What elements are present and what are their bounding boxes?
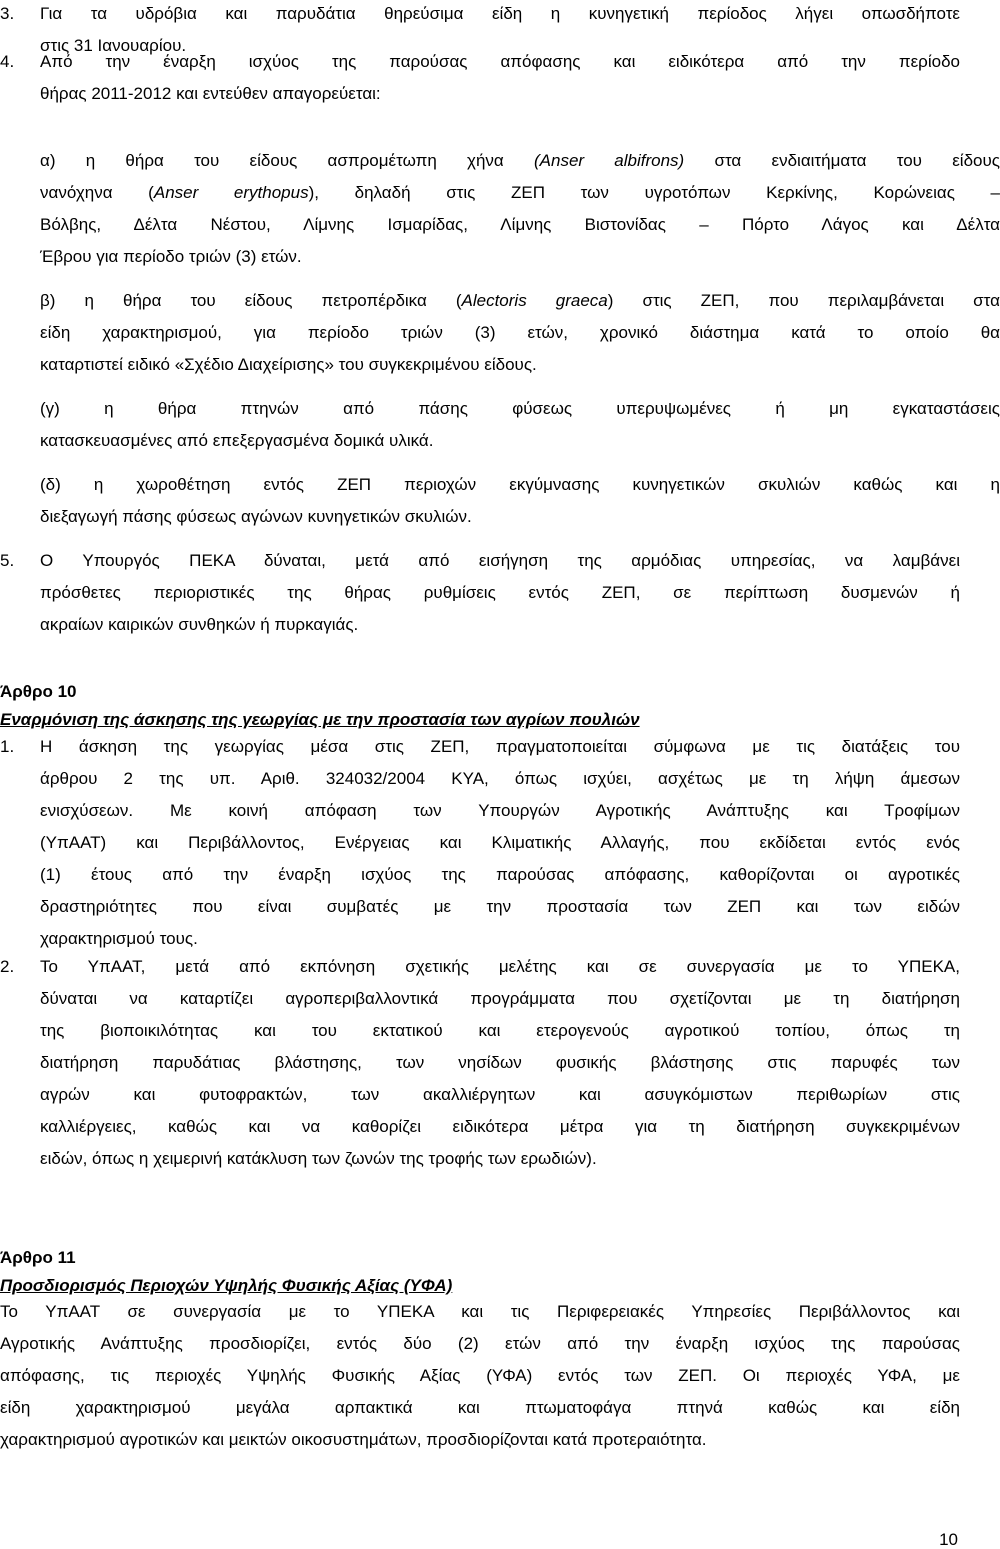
species-name: Alectoris graeca — [461, 291, 608, 310]
species-name: (Anser albifrons) — [533, 151, 685, 170]
item-number: 3. — [0, 4, 15, 23]
text-line: άρθρου 2 της υπ. Αριθ. 324032/2004 ΚΥΑ, όπως ισχύει, ασχέτως με τη λήψη άμεσων — [40, 769, 960, 788]
text-line: καταρτιστεί ειδικό «Σχέδιο Διαχείρισης» του συγκεκριμένου είδους. — [40, 355, 537, 374]
text-line: 5. Ο Υπουργός ΠΕΚΑ δύναται, μετά από εισήγηση της αρμόδιας υπηρεσίας, να λαμβάνει — [0, 545, 960, 577]
paragraph-item-5 — [0, 545, 960, 641]
article-10 — [0, 678, 960, 734]
article-heading: Άρθρο 10 — [0, 682, 77, 701]
species-name: Anser erythopus — [153, 183, 309, 202]
item-number: 1. — [0, 737, 15, 756]
text-line: δραστηριότητες που είναι συμβατές με την προστασία των ΖΕΠ και των ειδών — [40, 897, 960, 916]
text-line: απόφασης, τις περιοχές Υψηλής Φυσικής Αξίας (ΥΦΑ) εντός των ΖΕΠ. Οι περιοχές ΥΦΑ, με — [0, 1366, 960, 1385]
text-line: Το ΥπΑΑΤ σε συνεργασία με το ΥΠΕΚΑ και τις Περιφερειακές Υπηρεσίες Περιβάλλοντος και — [0, 1302, 960, 1321]
text-line: 3. Για τα υδρόβια και παρυδάτια θηρεύσιμα είδη η κυνηγετική περίοδος λήγει οπωσδήποτε — [0, 0, 960, 30]
page-number: 10 — [939, 1530, 958, 1549]
text-line: είδη χαρακτηρισμού, για περίοδο τριών (3) ετών, χρονικό διάστημα κατά το οποίο θα — [40, 323, 1000, 342]
text-line: ενισχύσεων. Με κοινή απόφαση των Υπουργών Αγροτικής Ανάπτυξης και Τροφίμων — [40, 801, 960, 820]
item-number: 5. — [0, 551, 15, 570]
article-10-paragraph-1 — [0, 731, 960, 955]
article-subheading: Προσδιορισμός Περιοχών Υψηλής Φυσικής Αξίας (ΥΦΑ) — [0, 1276, 453, 1295]
item-number: 4. — [0, 52, 15, 71]
text-line: 1. Η άσκηση της γεωργίας μέσα στις ΖΕΠ, πραγματοποιείται σύμφωνα με τις διατάξεις του — [0, 731, 960, 763]
subparagraph-b — [0, 285, 1000, 381]
article-11-body — [0, 1296, 960, 1456]
text-line: χαρακτηρισμού τους. — [40, 929, 198, 948]
text-line: (γ) η θήρα πτηνών από πάσης φύσεως υπερυψωμένες ή μη εγκαταστάσεις — [40, 399, 1000, 418]
text-line: της βιοποικιλότητας και του εκτατικού και ετερογενούς αγροτικού τοπίου, όπως τη — [40, 1021, 960, 1040]
text-line: Αγροτικής Ανάπτυξης προσδιορίζει, εντός δύο (2) ετών από την έναρξη ισχύος της παρούσας — [0, 1334, 960, 1353]
text-line: Βόλβης, Δέλτα Νέστου, Λίμνης Ισμαρίδας, Λίμνης Βιστονίδας – Πόρτο Λάγος και Δέλτα — [40, 215, 1000, 234]
text-line: διατήρηση παρυδάτιας βλάστησης, των νησίδων φυσικής βλάστησης στις παρυφές των — [40, 1053, 960, 1072]
article-10-paragraph-2 — [0, 951, 960, 1175]
article-11 — [0, 1244, 960, 1300]
text-line: (δ) η χωροθέτηση εντός ΖΕΠ περιοχών εκγύμνασης κυνηγετικών σκυλιών καθώς και η — [40, 475, 1000, 494]
text-line: (ΥπΑΑΤ) και Περιβάλλοντος, Ενέργειας και Κλιματικής Αλλαγής, που εκδίδεται εντός ενός — [40, 833, 960, 852]
text-line: ειδών, όπως η χειμερινή κατάκλυση των ζωνών της τροφής των ερωδιών). — [40, 1149, 597, 1168]
text-line: χαρακτηρισμού αγροτικών και μεικτών οικοσυστημάτων, προσδιορίζονται κατά προτεραιότητα. — [0, 1430, 707, 1449]
text-line: πρόσθετες περιοριστικές της θήρας ρυθμίσεις εντός ΖΕΠ, σε περίπτωση δυσμενών ή — [40, 583, 960, 602]
text-line: 4. Από την έναρξη ισχύος της παρούσας απόφασης και ειδικότερα από την περίοδο — [0, 46, 960, 78]
text-line: α) η θήρα του είδους ασπρομέτωπη χήνα (Anser albifrons) στα ενδιαιτήματα του είδους — [40, 151, 1000, 170]
text-line: διεξαγωγή πάσης φύσεως αγώνων κυνηγετικών σκυλιών. — [40, 507, 472, 526]
text-line: Έβρου για περίοδο τριών (3) ετών. — [40, 247, 302, 266]
paragraph-item-4 — [0, 46, 960, 110]
text-line: ακραίων καιρικών συνθηκών ή πυρκαγιάς. — [40, 615, 359, 634]
text-line: αγρών και φυτοφρακτών, των ακαλλιέργητων και ασυγκόμιστων περιθωρίων στις — [40, 1085, 960, 1104]
subparagraph-c — [0, 393, 1000, 457]
subparagraph-d — [0, 469, 1000, 533]
text-line: β) η θήρα του είδους πετροπέρδικα (Alectoris graeca) στις ΖΕΠ, που περιλαμβάνεται στα — [40, 291, 1000, 310]
text-line: είδη χαρακτηρισμού μεγάλα αρπακτικά και πτωματοφάγα πτηνά καθώς και είδη — [0, 1398, 960, 1417]
text-line: στις 31 Ιανουαρίου. — [40, 36, 187, 55]
subparagraph-a — [0, 145, 1000, 273]
text-line: νανόχηνα (Anser erythopus), δηλαδή στις ΖΕΠ των υγροτόπων Κερκίνης, Κορώνειας – — [40, 183, 1000, 202]
item-number: 2. — [0, 957, 15, 976]
article-subheading: Εναρμόνιση της άσκησης της γεωργίας με την προστασία των αγρίων πουλιών — [0, 710, 640, 729]
text-line: 2. Το ΥπΑΑΤ, μετά από εκπόνηση σχετικής μελέτης και σε συνεργασία με το ΥΠΕΚΑ, — [0, 951, 960, 983]
text-line: καλλιέργειες, καθώς και να καθορίζει ειδικότερα μέτρα για τη διατήρηση συγκεκριμένων — [40, 1117, 960, 1136]
text-line: θήρας 2011-2012 και εντεύθεν απαγορεύεται: — [40, 84, 381, 103]
text-line: κατασκευασμένες από επεξεργασμένα δομικά υλικά. — [40, 431, 434, 450]
article-heading: Άρθρο 11 — [0, 1248, 76, 1267]
text-line: (1) έτους από την έναρξη ισχύος της παρούσας απόφασης, καθορίζονται οι αγροτικές — [40, 865, 960, 884]
text-line: δύναται να καταρτίζει αγροπεριβαλλοντικά προγράμματα που σχετίζονται με τη διατήρηση — [40, 989, 960, 1008]
